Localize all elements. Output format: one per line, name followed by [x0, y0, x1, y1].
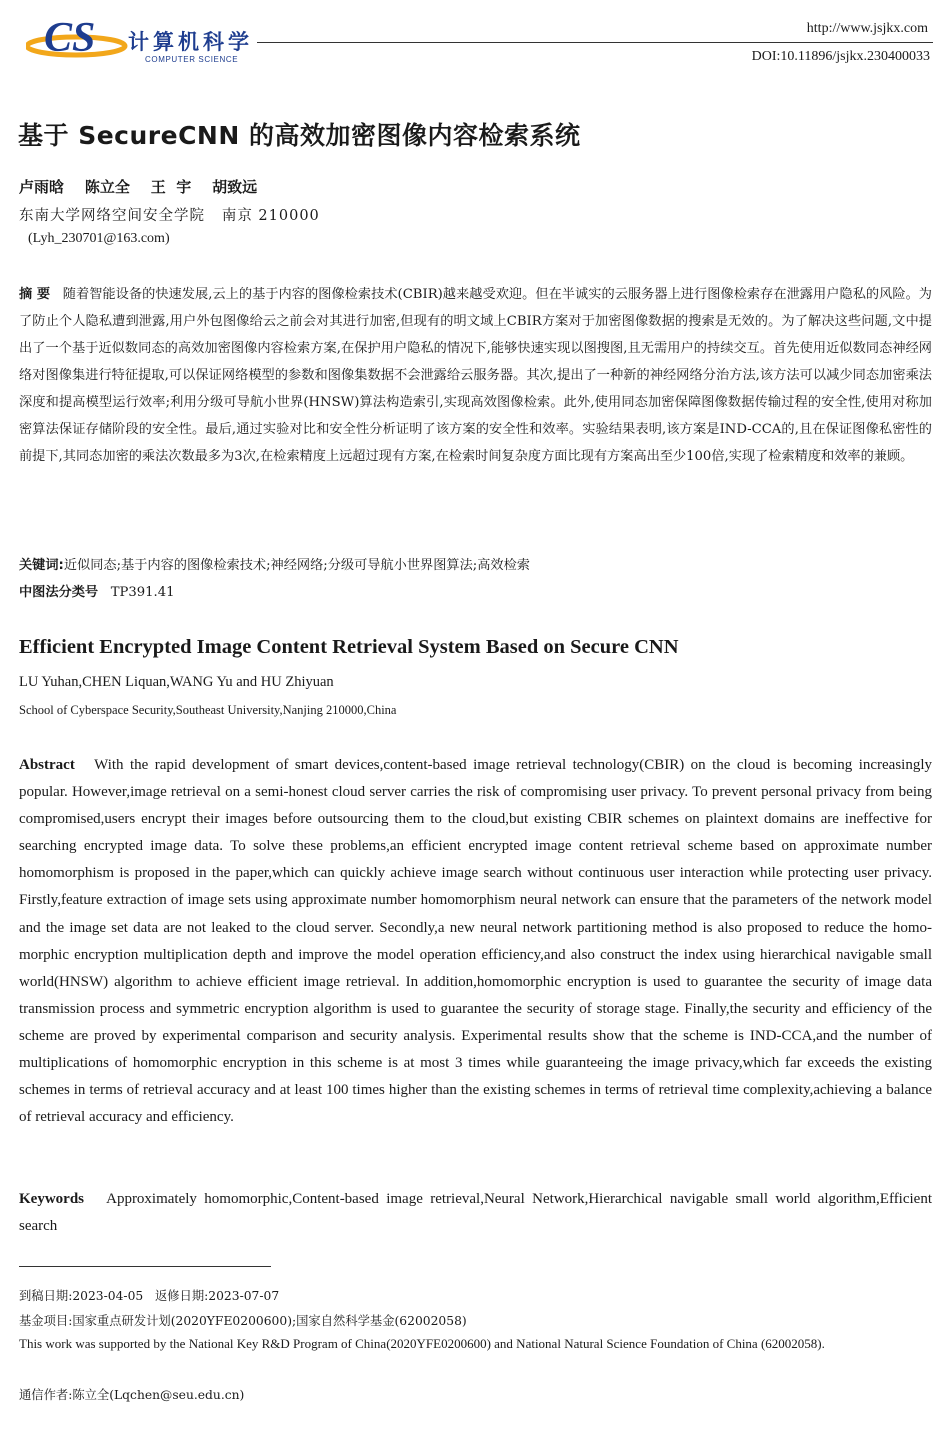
keywords-cn-row: [19, 554, 530, 573]
journal-logo: [26, 14, 131, 68]
keywords-text-cn: 近似同态;基于内容的图像检索技术;神经网络;分级可导航小世界图算法;高效检索: [63, 558, 530, 573]
clc-value: TP391.41: [110, 585, 175, 600]
footnote-rule: [19, 1266, 271, 1267]
keywords-label-en: Keywords: [19, 1191, 84, 1207]
abstract-en-block: [19, 752, 932, 1131]
journal-url[interactable]: http://www.jsjkx.com: [806, 21, 928, 36]
abstract-text-cn: 随着智能设备的快速发展,云上的基于内容的图像检索技术(CBIR)越来越受欢迎。但在半诚实的云服务器上进行图像检索存在泄露用户隐私的风险。为了防止个人隐私遭到泄露,用户外包图像给云之前会对其进行加密,但现有的明文域上CBIR方案对于加密图像数据的搜索是无效的。为了解决这些问题,文中提出了一个基于近似数同态的高效加密图像内容检索方案,在保护用户隐私的情况下,能够快速实现以图搜图,且无需用户的持续交互。首先使用近似数同态神经网络对图像集进行特征提取,可以保证网络模型的参数和图像集数据不会泄露给云服务器。其次,提出了一种新的神经网络分治方法,该方法可以减少同态加密乘法深度和提高模型运行效率;利用分级可导航小世界(HNSW)算法构造索引,实现高效图像检索。此外,使用同态加密保障图像数据传输过程的安全性,使用对称加密算法保证存储阶段的安全性。最后,通过实验对比和安全性分析证明了该方案的安全性和效率。实验结果表明,该方案是IND-CCA的,且在保证图像私密性的前提下,其同态加密的乘法次数最多为3次,在检索精度上远超过现有方案,在检索时间复杂度方面比现有方案高出至少100倍,实现了检索精度和效率的兼顾。: [19, 287, 932, 464]
footnote-funding-en: This work was supported by the National Key R&D Program of China(2020YFE0200600) and National Natural Science Foundation of China (62002058).: [19, 1336, 825, 1351]
footnote-corresponding: 通信作者:陈立全(Lqchen@seu.edu.cn): [19, 1388, 245, 1402]
abstract-label-en: Abstract: [19, 757, 75, 773]
paper-title-cn: 基于 SecureCNN 的高效加密图像内容检索系统: [18, 121, 581, 150]
keywords-label-cn: 关键词:: [19, 558, 64, 573]
clc-row: [19, 581, 175, 600]
affiliation-cn: 东南大学网络空间安全学院 南京 210000: [19, 208, 320, 224]
journal-name-cn: 计算机科学: [128, 30, 253, 54]
paper-title-en: Efficient Encrypted Image Content Retrieval System Based on Secure CNN: [19, 636, 679, 658]
keywords-text-en: Approximately homomorphic,Content-based image retrieval,Neural Network,Hierarchical navigable small world algorithm,Efficient search: [19, 1191, 933, 1235]
affiliation-en: School of Cyberspace Security,Southeast University,Nanjing 210000,China: [19, 703, 397, 717]
footnote-funding-cn: 基金项目:国家重点研发计划(2020YFE0200600);国家自然科学基金(62002058): [19, 1314, 467, 1328]
abstract-label-cn: 摘 要: [19, 287, 51, 302]
author-email[interactable]: (Lyh_230701@163.com): [28, 231, 170, 246]
logo-letters: CS: [44, 15, 96, 61]
authors-en: LU Yuhan,CHEN Liquan,WANG Yu and HU Zhiyuan: [19, 674, 334, 690]
abstract-text-en: With the rapid development of smart devices,content-based image retrieval technology(CBIR) on the cloud is becoming increasingly popular. However,image retrieval on a semi-honest cloud server carries the risk of compromising user privacy. To prevent personal privacy from being compromised,users encrypt their images before outsourcing them to the cloud,but existing CBIR schemes on plaintext domains are ineffective for searching encrypted image data. To solve these problems,an efficient encrypted image content retrieval scheme based on approximate number homomorphism is proposed in the paper,which can quickly achieve image search without continuous user interaction while protecting user privacy. Firstly,feature extraction of image sets using approximate number homomorphism neural network can ensure that the parameters of the network model and the image set data are not leaked to the cloud server. Secondly,a new neural network partitioning method is also proposed to reduce the homomorphic encryption multiplication depth and improve the model operation efficiency,and also construct the index using hierarchical navigable small world(HNSW) algorithm to achieve efficient image retrieval. In addition,homomorphic encryption is used to guarantee the security of image data transmission process and symmetric encryption algorithm is used to guarantee the security of storage stage. Finally,the security and efficiency of the scheme are proved by experimental comparison and security analysis. Experimental results show that the scheme is IND-CCA,and the number of multiplications of homomorphic encryption in this scheme is at most 3 times while guaranteeing the image privacy,which far exceeds the existing schemes in terms of retrieval accuracy and at least 100 times higher than the existing schemes in terms of retrieval time complexity,achieving a balance of retrieval accuracy and efficiency.: [19, 757, 932, 1126]
footnote-dates: 到稿日期:2023-04-05 返修日期:2023-07-07: [19, 1289, 280, 1303]
header-rule: [257, 42, 933, 43]
keywords-en-block: [19, 1186, 932, 1240]
abstract-cn-block: [19, 281, 932, 470]
doi[interactable]: DOI:10.11896/jsjkx.230400033: [751, 49, 930, 64]
journal-name-en: COMPUTER SCIENCE: [145, 55, 239, 64]
authors-cn: 卢雨晗 陈立全 王 宇 胡致远: [19, 178, 258, 196]
clc-label: 中图法分类号: [19, 585, 99, 600]
